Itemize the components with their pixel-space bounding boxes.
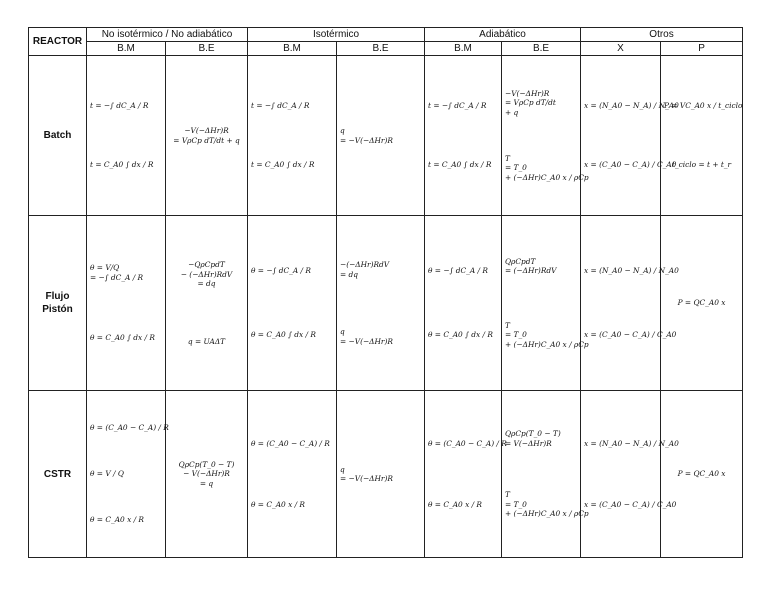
equation: T = T_0 + (−ΔHr)C_A0 x / ρCp bbox=[505, 490, 589, 519]
equation-stack bbox=[428, 393, 507, 555]
equation-stack bbox=[340, 393, 421, 555]
equation: P = QC_A0 x bbox=[677, 469, 726, 479]
equation: x = (N_A0 − N_A) / N_A0 bbox=[584, 101, 679, 111]
equation: QρCp(T_0 − T) − V(−ΔHr)R = q bbox=[178, 459, 235, 488]
equation-stack bbox=[340, 58, 421, 213]
equation-cell bbox=[502, 56, 589, 216]
group-header-otros: Otros bbox=[581, 28, 743, 42]
equation-stack bbox=[584, 58, 679, 213]
equation-cell bbox=[87, 216, 166, 391]
equation-stack bbox=[505, 393, 589, 555]
equation-cell bbox=[87, 56, 166, 216]
equation-cell bbox=[337, 56, 425, 216]
equation: θ = V/Q = −∫ dC_A / R bbox=[90, 263, 144, 282]
equation-stack bbox=[505, 218, 589, 388]
equation: t = C_A0 ∫ dx / R bbox=[251, 160, 315, 170]
equation-cell bbox=[166, 56, 248, 216]
equation: −(−ΔHr)RdV = dq bbox=[340, 260, 390, 279]
equation-cell bbox=[425, 56, 502, 216]
equation-stack bbox=[505, 58, 589, 213]
row-label: Batch bbox=[29, 56, 87, 216]
equation: θ = (C_A0 − C_A) / R bbox=[251, 438, 330, 448]
table-row bbox=[29, 391, 743, 558]
row-label: CSTR bbox=[29, 391, 87, 558]
equation: t = −∫ dC_A / R bbox=[90, 101, 149, 111]
equation-cell bbox=[87, 391, 169, 558]
subcol-header: B.M bbox=[248, 42, 337, 56]
row-label: Flujo Pistón bbox=[29, 216, 87, 391]
equation: θ = C_A0 ∫ dx / R bbox=[428, 330, 493, 340]
subcol-header: B.M bbox=[87, 42, 166, 56]
equation: −V(−ΔHr)R = VρCp dT/dt + q bbox=[173, 126, 240, 145]
equation: θ = (C_A0 − C_A) / R bbox=[90, 423, 169, 433]
table-row bbox=[29, 56, 743, 216]
equation-stack bbox=[90, 393, 169, 555]
equation: x = (N_A0 − N_A) / N_A0 bbox=[584, 438, 679, 448]
equation-stack bbox=[664, 218, 739, 388]
subcol-header: B.E bbox=[502, 42, 581, 56]
equation-cell bbox=[425, 216, 502, 391]
equation-stack bbox=[251, 218, 333, 388]
equation-stack bbox=[664, 58, 743, 213]
equation: T = T_0 + (−ΔHr)C_A0 x / ρCp bbox=[505, 320, 589, 349]
equation-stack bbox=[340, 218, 421, 388]
equation-cell bbox=[248, 391, 337, 558]
equation-stack bbox=[428, 58, 498, 213]
equation-stack bbox=[90, 58, 162, 213]
equation: θ = C_A0 x / R bbox=[90, 515, 145, 525]
equation: x = (N_A0 − N_A) / N_A0 bbox=[584, 266, 679, 276]
equation: QρCp(T_0 − T) = V(−ΔHr)R bbox=[505, 429, 561, 448]
equation: q = −V(−ΔHr)R bbox=[340, 126, 393, 145]
equation-cell bbox=[661, 56, 743, 216]
equation-cell bbox=[502, 216, 589, 391]
equation: −V(−ΔHr)R = VρCp dT/dt + q bbox=[505, 88, 556, 117]
equation-cell bbox=[337, 391, 425, 558]
group-header-no-isotermico: No isotérmico / No adiabático bbox=[87, 28, 248, 42]
equation-cell bbox=[581, 56, 679, 216]
equation: θ = −∫ dC_A / R bbox=[251, 266, 311, 276]
equation-stack bbox=[664, 393, 739, 555]
equation-stack bbox=[428, 218, 498, 388]
table-row bbox=[29, 216, 743, 391]
equation: t_ciclo = t + t_r bbox=[671, 160, 732, 170]
equation: θ = C_A0 ∫ dx / R bbox=[90, 333, 155, 343]
subcol-header: P bbox=[661, 42, 743, 56]
equation-cell bbox=[661, 216, 743, 391]
equation-stack bbox=[251, 58, 333, 213]
reactor-header: REACTOR bbox=[29, 28, 87, 56]
equation: θ = −∫ dC_A / R bbox=[428, 266, 488, 276]
equation-stack bbox=[251, 393, 333, 555]
equation: t = −∫ dC_A / R bbox=[428, 101, 487, 111]
equation-cell bbox=[425, 391, 507, 558]
subcol-header: B.E bbox=[337, 42, 425, 56]
equation-cell bbox=[166, 391, 248, 558]
equation-stack bbox=[169, 393, 244, 555]
equation: t = C_A0 ∫ dx / R bbox=[428, 160, 492, 170]
equation-stack bbox=[90, 218, 162, 388]
equation: q = −V(−ΔHr)R bbox=[340, 327, 393, 346]
group-header-isotermico: Isotérmico bbox=[248, 28, 425, 42]
equation-cell bbox=[337, 216, 425, 391]
equation: x = (C_A0 − C_A) / C_A0 bbox=[584, 160, 677, 170]
equation-stack bbox=[169, 218, 244, 388]
equation-cell bbox=[248, 56, 337, 216]
equation: −QρCpdT − (−ΔHr)RdV = dq bbox=[180, 260, 233, 288]
equation: θ = (C_A0 − C_A) / R bbox=[428, 438, 507, 448]
subcol-header: X bbox=[581, 42, 661, 56]
equation: QρCpdT = (−ΔHr)RdV bbox=[505, 256, 557, 276]
equation: q = −V(−ΔHr)R bbox=[340, 464, 393, 483]
equation-cell bbox=[502, 391, 589, 558]
equation: t = C_A0 ∫ dx / R bbox=[90, 160, 154, 170]
equation: θ = C_A0 x / R bbox=[251, 499, 306, 509]
equation-stack bbox=[584, 393, 679, 555]
equation: θ = C_A0 x / R bbox=[428, 499, 483, 509]
reactor-equations-table bbox=[28, 27, 743, 558]
equation: t = −∫ dC_A / R bbox=[251, 101, 310, 111]
equation-cell bbox=[581, 391, 679, 558]
equation-cell bbox=[166, 216, 248, 391]
equation: θ = C_A0 ∫ dx / R bbox=[251, 330, 316, 340]
equation: P = QC_A0 x bbox=[677, 298, 726, 308]
group-header-adiabatico: Adiabático bbox=[425, 28, 581, 42]
equation-cell bbox=[581, 216, 679, 391]
equation: x = (C_A0 − C_A) / C_A0 bbox=[584, 499, 677, 509]
equation-cell bbox=[248, 216, 337, 391]
equation: x = (C_A0 − C_A) / C_A0 bbox=[584, 330, 677, 340]
equation: q = UAΔT bbox=[187, 336, 226, 346]
equation-stack bbox=[584, 218, 679, 388]
equation: P = VC_A0 x / t_ciclo bbox=[664, 101, 743, 111]
equation: θ = V / Q bbox=[90, 469, 124, 479]
subcol-header: B.M bbox=[425, 42, 502, 56]
equation-stack bbox=[169, 58, 244, 213]
equation: T = T_0 + (−ΔHr)C_A0 x / ρCp bbox=[505, 153, 589, 182]
equation-cell bbox=[661, 391, 743, 558]
subcol-header: B.E bbox=[166, 42, 248, 56]
